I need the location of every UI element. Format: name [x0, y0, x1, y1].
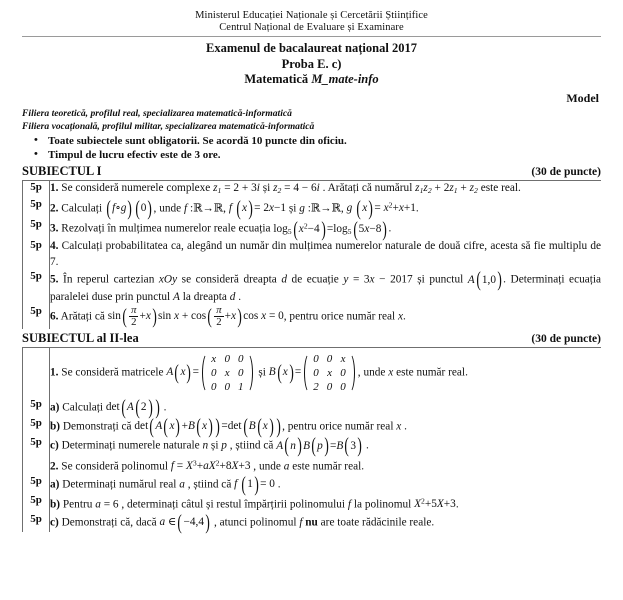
title-block: [22, 41, 601, 88]
problem-text: În reperul cartezian: [58, 273, 159, 286]
matrix-cell: 0: [224, 380, 230, 393]
problem2-1: [50, 347, 602, 398]
problem-text: , pentru orice număr real: [283, 310, 398, 323]
table-row: [23, 513, 602, 532]
points-cell: [23, 347, 50, 398]
problem-text: .: [363, 439, 369, 452]
problem-text: . Arătați că numărul: [319, 181, 416, 194]
subject1-table: [22, 180, 601, 329]
problem-text: la dreapta: [179, 290, 230, 303]
subject2-heading-row: [22, 331, 601, 347]
part-label: c): [50, 516, 59, 529]
points-cell: 5p: [23, 494, 50, 513]
matrix-cell: 0: [313, 366, 319, 379]
matrix-cell: 2: [313, 380, 319, 393]
subject1-points: (30 de puncte): [531, 165, 601, 178]
problem-number: 1.: [50, 181, 59, 194]
problem-text: , atunci polinomul: [211, 516, 300, 529]
math-g-domain: g :ℝ→ℝ: [299, 202, 341, 215]
matrix-A: [200, 352, 255, 394]
problem-text: .: [388, 222, 392, 235]
problem-text: , știind că: [226, 439, 277, 452]
matrix-cell: x: [327, 366, 332, 379]
problem-text: Demonstrați că: [60, 420, 135, 433]
matrix-cell: 0: [326, 380, 333, 393]
problem-number: 5.: [50, 273, 59, 286]
points-cell: 5p: [23, 180, 50, 198]
points-cell: 5p: [23, 305, 50, 329]
problem-text: , determinați câtul și restul împărțirii polinomului: [118, 498, 348, 511]
math-p: p: [221, 439, 227, 452]
table-row: [23, 239, 602, 270]
math-det-A2: det(A(2) ): [105, 394, 160, 419]
points-cell: 5p: [23, 218, 50, 239]
problem-text: Determinați numărul real: [59, 477, 180, 490]
matrix-cell: x: [224, 366, 230, 379]
problem-text: .: [415, 202, 419, 215]
problem-text: , știind că: [184, 477, 235, 490]
points-cell: 5p: [23, 270, 50, 305]
table-row: [23, 347, 602, 398]
math-x: x: [388, 366, 394, 379]
problem-number: 3.: [50, 222, 59, 235]
matrix-cell: 0: [340, 366, 346, 379]
subject2-table: [22, 347, 601, 532]
subject1-heading: SUBIECTUL I: [22, 163, 102, 178]
table-row: [23, 305, 602, 329]
problem-text: are toate rădăcinile reale.: [317, 516, 435, 529]
math-A: A: [172, 290, 180, 303]
problem-text: Se consideră polinomul: [58, 460, 171, 473]
exam-proba: Proba E. c): [281, 56, 342, 71]
math-f: f: [347, 498, 352, 511]
math-x: x: [397, 310, 403, 323]
problem-text: .: [401, 420, 407, 433]
problem-number: 6.: [50, 310, 59, 323]
problem-text: Arătați că: [58, 310, 108, 323]
problem-text: Calculați: [59, 400, 106, 413]
problem-text: este real.: [477, 181, 521, 194]
points-cell: 5p: [23, 198, 50, 219]
points-cell: 5p: [23, 398, 50, 417]
math-f-def: f (x)= 2x−1: [228, 196, 287, 221]
exam-title: Examenul de bacalaureat național 2017: [206, 41, 417, 55]
paren-left: [302, 352, 309, 394]
problem-text: Se consideră numerele complexe: [58, 181, 214, 194]
problem-5: [50, 267, 602, 305]
math-a-interval: a ∈(−4,4): [159, 509, 210, 534]
exam-subject: [22, 72, 601, 88]
paren-right: [248, 352, 255, 394]
points-cell: 5p: [23, 513, 50, 532]
part-label: a): [50, 400, 60, 413]
math-a: a: [179, 477, 185, 490]
matrix-cell: 1: [238, 380, 244, 393]
header-divider: [22, 36, 601, 37]
problem-number: 2.: [50, 460, 59, 473]
math-point-A: A(1,0): [467, 267, 502, 292]
problem-text: .: [274, 477, 281, 490]
math-g-def: g $(x)= x^2+x+1$: [346, 196, 416, 221]
points-cell: 5p: [23, 436, 50, 455]
part-label: b): [50, 420, 61, 433]
matrix-B: [302, 352, 357, 394]
part-label: b): [50, 498, 61, 511]
ministry-line-2: Centrul Național de Evaluare și Examinare: [219, 21, 404, 33]
problem2-1c: [50, 433, 602, 458]
filiera-line-1: Filiera teoretică, profilul real, specializarea matematică-informatică: [22, 107, 292, 119]
problem-text: , unde: [250, 460, 284, 473]
part-label: a): [50, 477, 60, 490]
ministry-header: [22, 10, 601, 33]
problem-text: Calculați: [58, 202, 105, 215]
matrix-row: [207, 380, 248, 394]
problem-text: . Determinați ecuația paralelei duse prin punctul: [50, 273, 602, 303]
problem-6: [50, 305, 602, 329]
problem-text: , pentru orice număr real: [282, 420, 397, 433]
problem-text: și punctul: [412, 273, 468, 286]
table-row: [23, 494, 602, 513]
math-x: x: [396, 420, 402, 433]
problem-text: Calculați probabilitatea ca, alegând un număr din mulțimea numerelor naturale de două cifre, acesta să fie multiplu de 7.: [50, 240, 601, 268]
math-n: n: [202, 439, 209, 452]
matrix-B-label: B(x)=: [268, 359, 302, 384]
matrix-cell: x: [340, 352, 346, 365]
problem2-2b: [50, 494, 602, 513]
paren-left: [200, 352, 207, 394]
points-cell: 5p: [23, 475, 50, 494]
matrix-cell: 0: [326, 352, 333, 365]
math-expression: $z_1z_2 + 2z_1 + z_2$: [415, 181, 478, 195]
table-row: [23, 456, 602, 475]
ministry-line-1: Ministerul Educației Naționale și Cercetării Științifice: [195, 10, 428, 21]
matrix-cell: 0: [238, 352, 244, 365]
problem2-1a: [50, 394, 602, 419]
math-xoy: xOy: [158, 273, 178, 286]
subject-name: Matematică: [244, 72, 312, 86]
math-d: d: [281, 273, 287, 286]
matrix-cell: 0: [238, 366, 244, 379]
problem-text: Demonstrați că, dacă: [58, 516, 160, 529]
matrix-row: [207, 352, 248, 366]
subject-variant: M_mate-info: [311, 72, 379, 86]
points-cell: 5p: [23, 239, 50, 270]
matrix-cell: 0: [313, 352, 319, 365]
math-line-eq: y = 3x − 2017: [343, 273, 413, 286]
problem-text: este număr real.: [289, 460, 365, 473]
problem-text: .: [402, 310, 406, 323]
table-row: [23, 398, 602, 417]
math-f-domain: f :ℝ→ℝ: [183, 202, 224, 215]
problem-number: 1.: [50, 366, 59, 379]
math-f: f: [299, 516, 303, 529]
math-f1: f (1)= 0: [234, 471, 275, 496]
math-det-identity: det(A(x)+B(x) )=det(B(x) ): [134, 413, 281, 438]
math-a: a: [283, 460, 290, 473]
matrix-cell: x: [211, 352, 217, 365]
filiera-line-2: Filiera vocațională, profilul militar, specializarea matematică-informatică: [22, 120, 315, 132]
problem-text: .: [455, 498, 459, 511]
table-row: [23, 270, 602, 305]
math-AB-eq: A(n)B(p)=B(3): [276, 433, 362, 458]
problem-4: [50, 239, 602, 270]
matrix-A-label: A(x)=: [166, 359, 199, 384]
problem-2: [50, 198, 602, 219]
paren-right: [350, 352, 357, 394]
table-row: [23, 198, 602, 219]
math-trig-identity: sin( $\frac{\pi}{2}$ +x)sin x + cos( $\frac{\pi}{2}$ +x)cos x = 0: [107, 304, 284, 329]
problem-text: .: [160, 400, 167, 413]
exam-notes: [22, 134, 601, 162]
problem-text: Pentru: [60, 498, 96, 511]
problem-text: este număr real.: [393, 366, 468, 379]
math-z1: $z_1 = 2 + 3i$: [213, 181, 260, 195]
model-label: Model: [566, 90, 599, 105]
problem-text: .: [235, 290, 242, 303]
points-cell: 5p: [23, 417, 50, 436]
table-row: [23, 218, 602, 239]
problem-text: de ecuație: [286, 273, 344, 286]
table-row: [23, 436, 602, 455]
matrix-cell: 0: [340, 380, 346, 393]
matrix-cell: 0: [211, 380, 217, 393]
emphasis-nu: nu: [302, 516, 318, 529]
problem-text: și: [208, 439, 222, 452]
problem-text: și: [255, 366, 269, 379]
matrix-cell: 0: [224, 352, 230, 365]
math-d2: d: [229, 290, 236, 303]
problem2-2: [50, 456, 602, 475]
problem-text: și: [259, 181, 274, 194]
problem-number: 4.: [50, 240, 59, 253]
problem2-2a: [50, 471, 602, 496]
problem-text: , unde: [153, 202, 184, 215]
math-polynomial: $f = X^3+aX^2+8X+3$: [170, 458, 251, 473]
math-z2: $z_2 = 4 - 6i$: [273, 181, 320, 195]
problem-text: Determinați numerele naturale: [58, 439, 203, 452]
problem-text: Se consideră matricele: [58, 366, 167, 379]
math-divisor: $X^2+5X+3$: [414, 496, 456, 511]
problem-text: se consideră dreapta: [177, 273, 282, 286]
problem-number: 2.: [50, 202, 59, 215]
points-cell: [23, 456, 50, 475]
problem-text: ,: [223, 202, 229, 215]
subject2-points: (30 de puncte): [531, 332, 601, 345]
problem-3: [50, 218, 602, 239]
note-item: • Timpul de lucru efectiv este de 3 ore.: [22, 148, 601, 162]
math-log-equation: $\log_5(x^2-4)=\log_5(5x-8)$: [273, 216, 388, 241]
problem-text: , unde: [357, 366, 389, 379]
note-item: • Toate subiectele sunt obligatorii. Se acordă 10 puncte din oficiu.: [22, 134, 601, 148]
math-a6: a = 6: [95, 498, 119, 511]
problem-text: la polinomul: [351, 498, 415, 511]
problem-1: [50, 180, 602, 198]
table-row: [23, 475, 602, 494]
subject2-heading: SUBIECTUL al II-lea: [22, 330, 139, 345]
problem2-2c: [50, 509, 602, 534]
problem-text: și: [286, 202, 300, 215]
math-composition: (f∘g) (0): [106, 196, 153, 221]
subject1-heading-row: [22, 164, 601, 180]
problem-text: ,: [340, 202, 347, 215]
matrix-cell: 0: [211, 366, 217, 379]
problem-text: Rezolvați în mulțimea numerelor reale ecuația: [58, 222, 274, 235]
part-label: c): [50, 439, 59, 452]
